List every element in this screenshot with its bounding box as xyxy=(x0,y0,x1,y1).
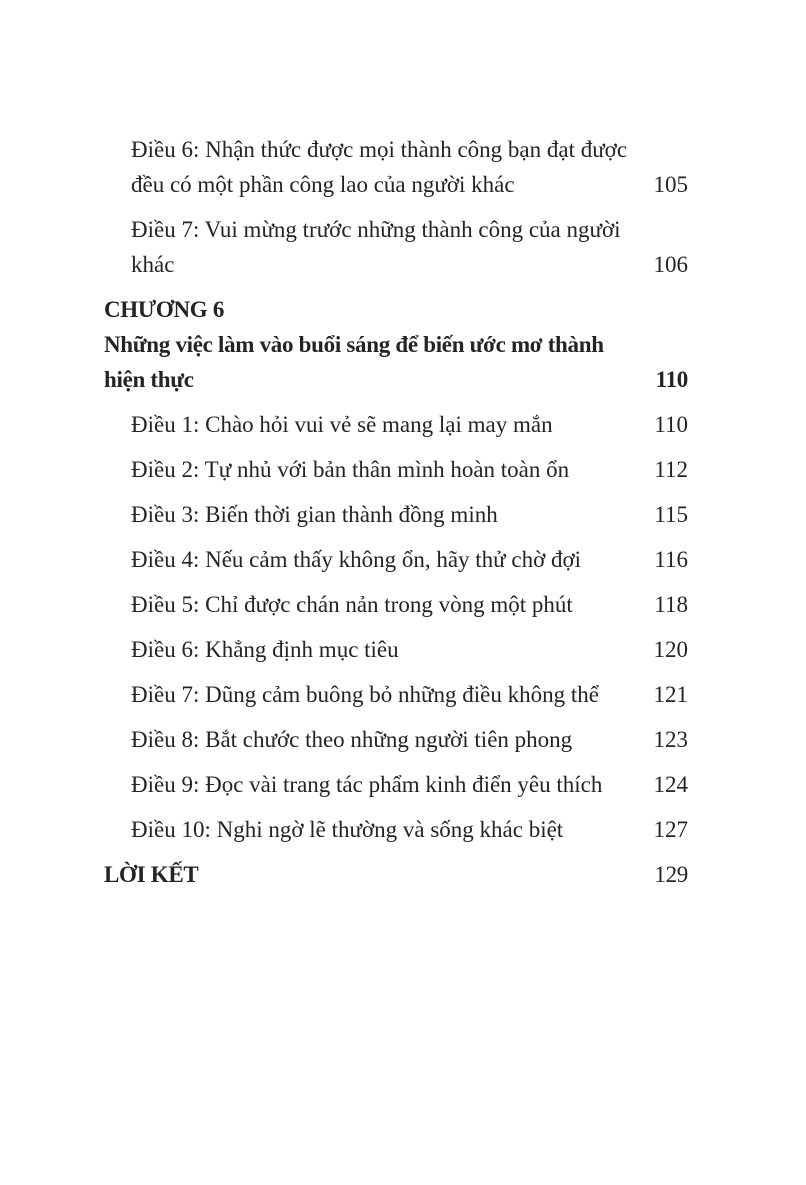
toc-entry xyxy=(104,677,688,712)
toc-entry xyxy=(104,722,688,757)
toc-entry-page: 118 xyxy=(654,592,688,617)
toc-entry-title: Điều 7: Dũng cảm buông bỏ những điều không thể xyxy=(131,682,599,707)
toc-entry-page: 105 xyxy=(653,172,688,197)
toc-entry-page: 110 xyxy=(654,412,688,437)
toc-entry-title: Điều 1: Chào hỏi vui vẻ sẽ mang lại may mắn xyxy=(131,412,553,437)
toc-entry xyxy=(104,407,688,442)
toc-entry-page: 124 xyxy=(653,772,688,797)
toc-entry xyxy=(104,452,688,487)
toc-entry xyxy=(104,812,688,847)
toc-entry-page: 129 xyxy=(654,862,688,887)
toc-entry xyxy=(104,292,688,327)
toc-entry-title: Điều 6: Khẳng định mục tiêu xyxy=(131,637,399,662)
toc-entry-page: 121 xyxy=(653,682,688,707)
toc-entry xyxy=(104,632,688,667)
toc-entry-page: 123 xyxy=(653,727,688,752)
toc-list xyxy=(104,132,688,892)
toc-entry-title: Điều 7: Vui mừng trước những thành công của người khác xyxy=(131,217,621,277)
toc-entry xyxy=(104,212,688,282)
toc-entry xyxy=(104,132,688,202)
toc-entry-title: Điều 6: Nhận thức được mọi thành công bạn đạt được đều có một phần công lao của người khác xyxy=(131,137,628,197)
toc-entry xyxy=(104,327,688,397)
toc-entry-page: 127 xyxy=(653,817,688,842)
toc-entry-title: Điều 9: Đọc vài trang tác phẩm kinh điển yêu thích xyxy=(131,772,603,797)
toc-entry-title: Điều 10: Nghi ngờ lẽ thường và sống khác biệt xyxy=(131,817,564,842)
toc-entry-page: 115 xyxy=(654,502,688,527)
toc-entry xyxy=(104,857,688,892)
toc-entry xyxy=(104,587,688,622)
toc-entry-title: Điều 8: Bắt chước theo những người tiên phong xyxy=(131,727,573,752)
toc-entry xyxy=(104,542,688,577)
toc-entry-title: Điều 2: Tự nhủ với bản thân mình hoàn toàn ổn xyxy=(131,457,570,482)
toc-entry-title: Những việc làm vào buổi sáng để biến ước mơ thành hiện thực xyxy=(104,332,604,392)
toc-entry xyxy=(104,767,688,802)
toc-entry-page: 112 xyxy=(654,457,688,482)
toc-entry-title: CHƯƠNG 6 xyxy=(104,297,225,322)
toc-entry-page: 116 xyxy=(654,547,688,572)
toc-entry-title: Điều 5: Chỉ được chán nản trong vòng một phút xyxy=(131,592,573,617)
toc-entry-title: Điều 3: Biến thời gian thành đồng minh xyxy=(131,502,498,527)
toc-entry-page: 120 xyxy=(653,637,688,662)
toc-entry xyxy=(104,497,688,532)
toc-entry-page: 110 xyxy=(655,367,688,392)
toc-entry-page: 106 xyxy=(653,252,688,277)
toc-entry-title: LỜI KẾT xyxy=(104,862,199,887)
toc-entry-title: Điều 4: Nếu cảm thấy không ổn, hãy thử chờ đợi xyxy=(131,547,582,572)
